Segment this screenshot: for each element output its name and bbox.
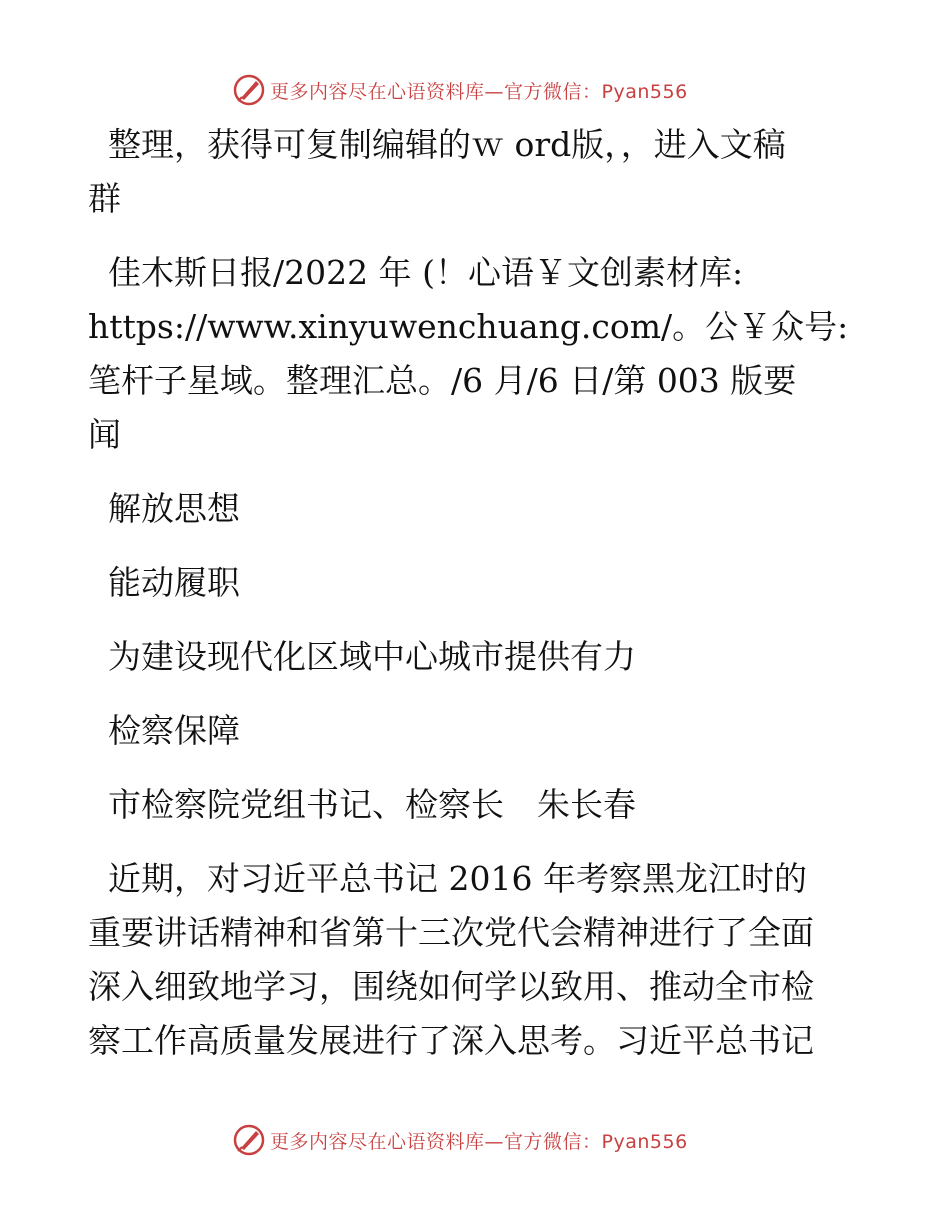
- paragraph: [98, 556, 858, 610]
- footer-banner: [0, 1120, 950, 1160]
- paragraph: [98, 482, 858, 536]
- footer-banner-text: 更多内容尽在心语资料库—官方微信：Pyan556: [270, 1130, 688, 1153]
- paragraph: [98, 778, 858, 832]
- text-line: 检察保障: [108, 711, 240, 750]
- text-line: 闻: [88, 415, 121, 454]
- header-banner-text: 更多内容尽在心语资料库—官方微信：Pyan556: [270, 80, 688, 103]
- paragraph: [88, 118, 858, 226]
- text-line: 解放思想: [108, 489, 240, 528]
- quill-pen-logo-icon: [232, 1123, 266, 1157]
- text-line: 整理，获得可复制编辑的ｗ ord版，，进入文稿: [108, 125, 786, 164]
- text-line: 察工作高质量发展进行了深入思考。习近平总书记: [88, 1021, 814, 1060]
- paragraph: [98, 704, 858, 758]
- text-line: 深入细致地学习，围绕如何学以致用、推动全市检: [88, 967, 814, 1006]
- text-line: 能动履职: [108, 563, 240, 602]
- paragraph: [88, 246, 858, 462]
- text-line: 市检察院党组书记、检察长 朱长春: [108, 785, 636, 824]
- text-line: 重要讲话精神和省第十三次党代会精神进行了全面: [88, 913, 814, 952]
- text-line: 群: [88, 179, 121, 218]
- quill-pen-logo-icon: [232, 73, 266, 107]
- text-line: 为建设现代化区域中心城市提供有力: [108, 637, 636, 676]
- header-banner: [0, 70, 950, 110]
- paragraph: [98, 630, 858, 684]
- document-body: [88, 118, 858, 1088]
- text-line: 笔杆子星域。整理汇总。/6 月/6 日/第 003 版要: [88, 361, 797, 400]
- paragraph: [88, 852, 858, 1068]
- text-line: 佳木斯日报/2022 年 (！心语￥文创素材库:: [108, 253, 744, 292]
- text-line: https://www.xinyuwenchuang.com/。公￥众号:: [88, 307, 849, 346]
- text-line: 近期，对习近平总书记 2016 年考察黑龙江时的: [108, 859, 807, 898]
